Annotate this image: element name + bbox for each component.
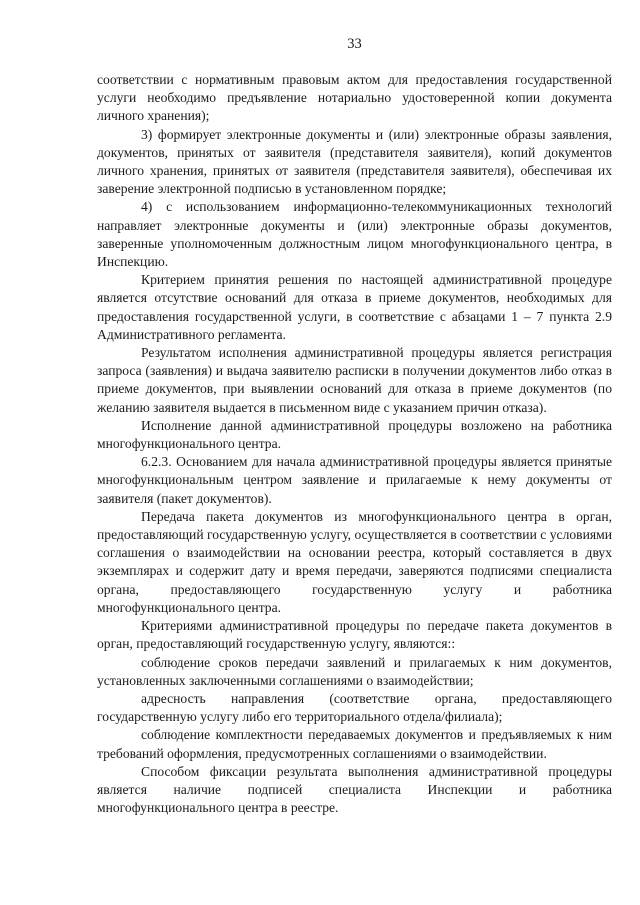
paragraph: адресность направления (соответствие органа, предоставляющего государственную услугу либо его территориального отдела/филиала);	[97, 690, 612, 725]
paragraph: 3) формирует электронные документы и (или) электронные образы заявления, документов, принятых от заявителя (представителя заявителя), копий документов личного хранения, принятых от заявителя (представителя заявителя), обеспечивая их заверение электронной подписью в установленном порядке;	[97, 126, 612, 197]
paragraph: Исполнение данной административной процедуры возложено на работника многофункционального центра.	[97, 417, 612, 452]
document-body	[97, 71, 612, 817]
paragraph: соблюдение сроков передачи заявлений и прилагаемых к ним документов, установленных заключенными соглашениями о взаимодействии;	[97, 654, 612, 688]
paragraph: Способом фиксации результата выполнения административной процедуры является наличие подписей специалиста Инспекции и работника многофункционального центра в реестре.	[97, 763, 612, 816]
paragraph: 4) с использованием информационно-телекоммуникационных технологий направляет электронные документы и (или) электронные образы документов, заверенные уполномоченным должностным лицом многофункционального центра, в Инспекцию.	[97, 199, 612, 270]
paragraph: Результатом исполнения административной процедуры является регистрация запроса (заявления) и выдача заявителю расписки в получении документов либо отказ в приеме документов, при выявлении оснований для отказа в приеме документов (по желанию заявителя выдается в письменном виде с указанием причин отказа).	[97, 345, 612, 415]
paragraph: Критериями административной процедуры по передаче пакета документов в орган, предоставляющий государственную услугу, являются::	[97, 618, 612, 652]
paragraph: Передача пакета документов из многофункционального центра в орган, предоставляющий государственную услугу, осуществляется в соответствии с условиями соглашения о взаимодействии на основании реестра, который составляется в двух экземплярах и содержит дату и время передачи, заверяются подписями специалиста органа, предоставляющего государственную услугу и работника многофункционального центра.	[97, 508, 612, 615]
paragraph: соответствии с нормативным правовым актом для предоставления государственной услуги необходимо предъявление нотариально удостоверенной копии документа личного хранения);	[97, 72, 612, 124]
paragraph: 6.2.3. Основанием для начала административной процедуры является принятые многофункциональным центром заявление и прилагаемые к нему документы от заявителя (пакет документов).	[97, 454, 612, 506]
paragraph: Критерием принятия решения по настоящей административной процедуре является отсутствие оснований для отказа в приеме документов, необходимых для предоставления государственной услуги, в соответствие с абзацами 1 – 7 пункта 2.9 Административного регламента.	[97, 272, 612, 342]
paragraph: соблюдение комплектности передаваемых документов и предъявляемых к ним требований оформления, предусмотренных соглашениями о взаимодействии.	[97, 727, 612, 761]
page-number: 33	[347, 36, 362, 52]
